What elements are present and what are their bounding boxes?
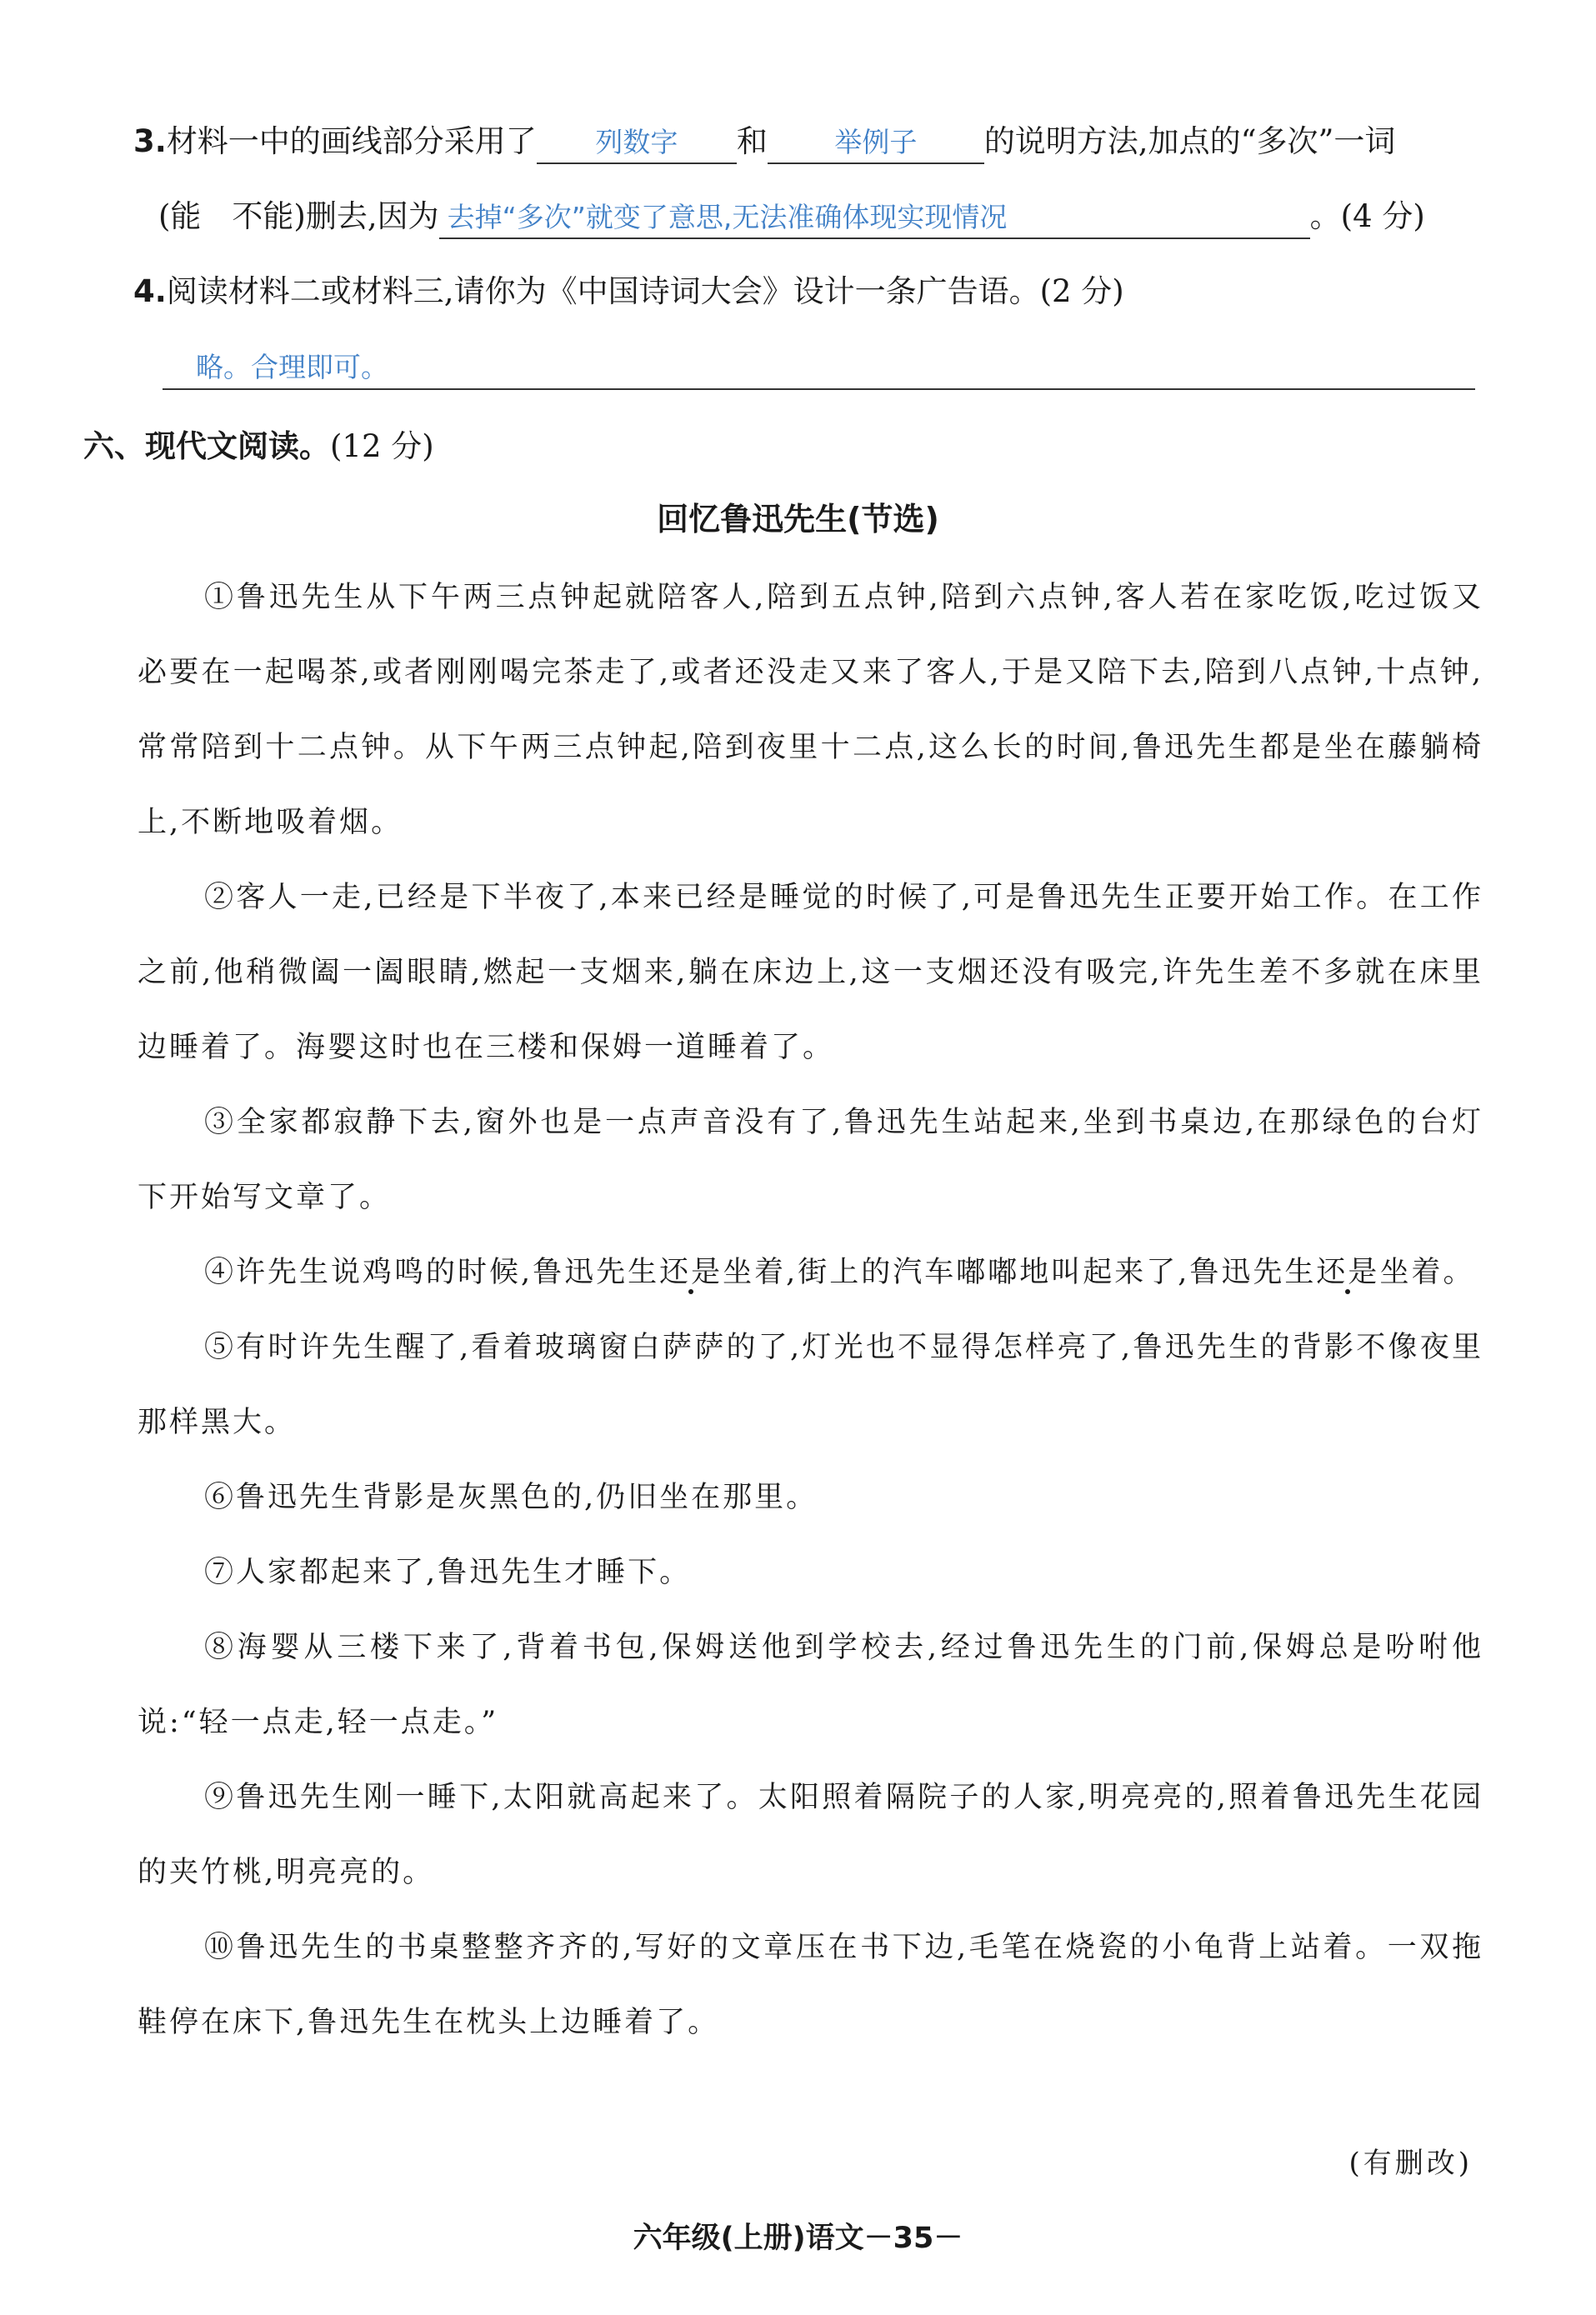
question-4: 4.阅读材料二或材料三,请你为《中国诗词大会》设计一条广告语。(2 分)	[133, 273, 1124, 309]
paragraph-3: ③全家都寂静下去,窗外也是一点声音没有了,鲁迅先生站起来,坐到书桌边,在那绿色的台灯下开始写文章了。	[138, 1106, 1483, 1214]
emphasis-dot-1: 还是	[659, 1256, 723, 1289]
answer-2: 举例子	[834, 126, 918, 158]
source-note: (有删改)	[1348, 2147, 1473, 2180]
article-body	[138, 560, 1483, 2060]
question-3-number: 3.	[133, 123, 167, 159]
answer-blank-3	[439, 197, 1310, 239]
answer-blank-1	[537, 122, 737, 164]
paragraph-10: ⑩鲁迅先生的书桌整整齐齐的,写好的文章压在书下边,毛笔在烧瓷的小龟背上站着。一双拖鞋停在床下,鲁迅先生在枕头上边睡着了。	[138, 1931, 1483, 2039]
page-footer: 六年级(上册)语文－35－	[633, 2222, 963, 2255]
question-4-number: 4.	[133, 273, 167, 309]
paragraph-7: ⑦人家都起来了,鲁迅先生才睡下。	[204, 1556, 692, 1589]
emphasis-dot-2: 还是	[1316, 1256, 1380, 1289]
paragraph-2: ②客人一走,已经是下半夜了,本来已经是睡觉的时候了,可是鲁迅先生正要开始工作。在工作之前,他稍微阖一阖眼睛,燃起一支烟来,躺在床边上,这一支烟还没有吸完,许先生差不多就在床里边睡着了。海婴这时也在三楼和保姆一道睡着了。	[138, 881, 1483, 1064]
question-3-line-1: 3.材料一中的画线部分采用了 列数字 和 举例子 的说明方法,加点的“多次”一词	[133, 117, 1483, 167]
section-6-heading: 六、现代文阅读。(12 分)	[83, 428, 434, 464]
paragraph-1: ①鲁迅先生从下午两三点钟起就陪客人,陪到五点钟,陪到六点钟,客人若在家吃饭,吃过饭又必要在一起喝茶,或者刚刚喝完茶走了,或者还没走又来了客人,于是又陪下去,陪到八点钟,十点钟,常常陪到十二点钟。从下午两三点钟起,陪到夜里十二点,这么长的时间,鲁迅先生都是坐在藤躺椅上,不断地吸着烟。	[138, 581, 1483, 839]
question-3-line-2: (能 不能)删去,因为 去掉“多次”就变了意思,无法准确体现实现情况 。(4 分)	[158, 192, 1508, 242]
article-title: 回忆鲁迅先生(节选)	[657, 501, 939, 538]
paragraph-9: ⑨鲁迅先生刚一睡下,太阳就高起来了。太阳照着隔院子的人家,明亮亮的,照着鲁迅先生花园的夹竹桃,明亮亮的。	[138, 1781, 1483, 1889]
answer-1: 列数字	[595, 126, 678, 158]
answer-line-4	[163, 340, 1475, 390]
answer-3: 去掉“多次”就变了意思,无法准确体现实现情况	[447, 201, 1008, 233]
paragraph-5: ⑤有时许先生醒了,看着玻璃窗白萨萨的了,灯光也不显得怎样亮了,鲁迅先生的背影不像夜里那样黑大。	[138, 1331, 1483, 1439]
paragraph-4: ④许先生说鸡鸣的时候,鲁迅先生还是坐着,街上的汽车嘟嘟地叫起来了,鲁迅先生还是坐着。	[204, 1256, 1475, 1289]
answer-blank-2	[768, 122, 984, 164]
answer-4: 略。合理即可。	[196, 351, 388, 383]
paragraph-6: ⑥鲁迅先生背影是灰黑色的,仍旧坐在那里。	[204, 1481, 818, 1514]
paragraph-8: ⑧海婴从三楼下来了,背着书包,保姆送他到学校去,经过鲁迅先生的门前,保姆总是吩咐他说:“轻一点走,轻一点走。”	[138, 1631, 1483, 1739]
